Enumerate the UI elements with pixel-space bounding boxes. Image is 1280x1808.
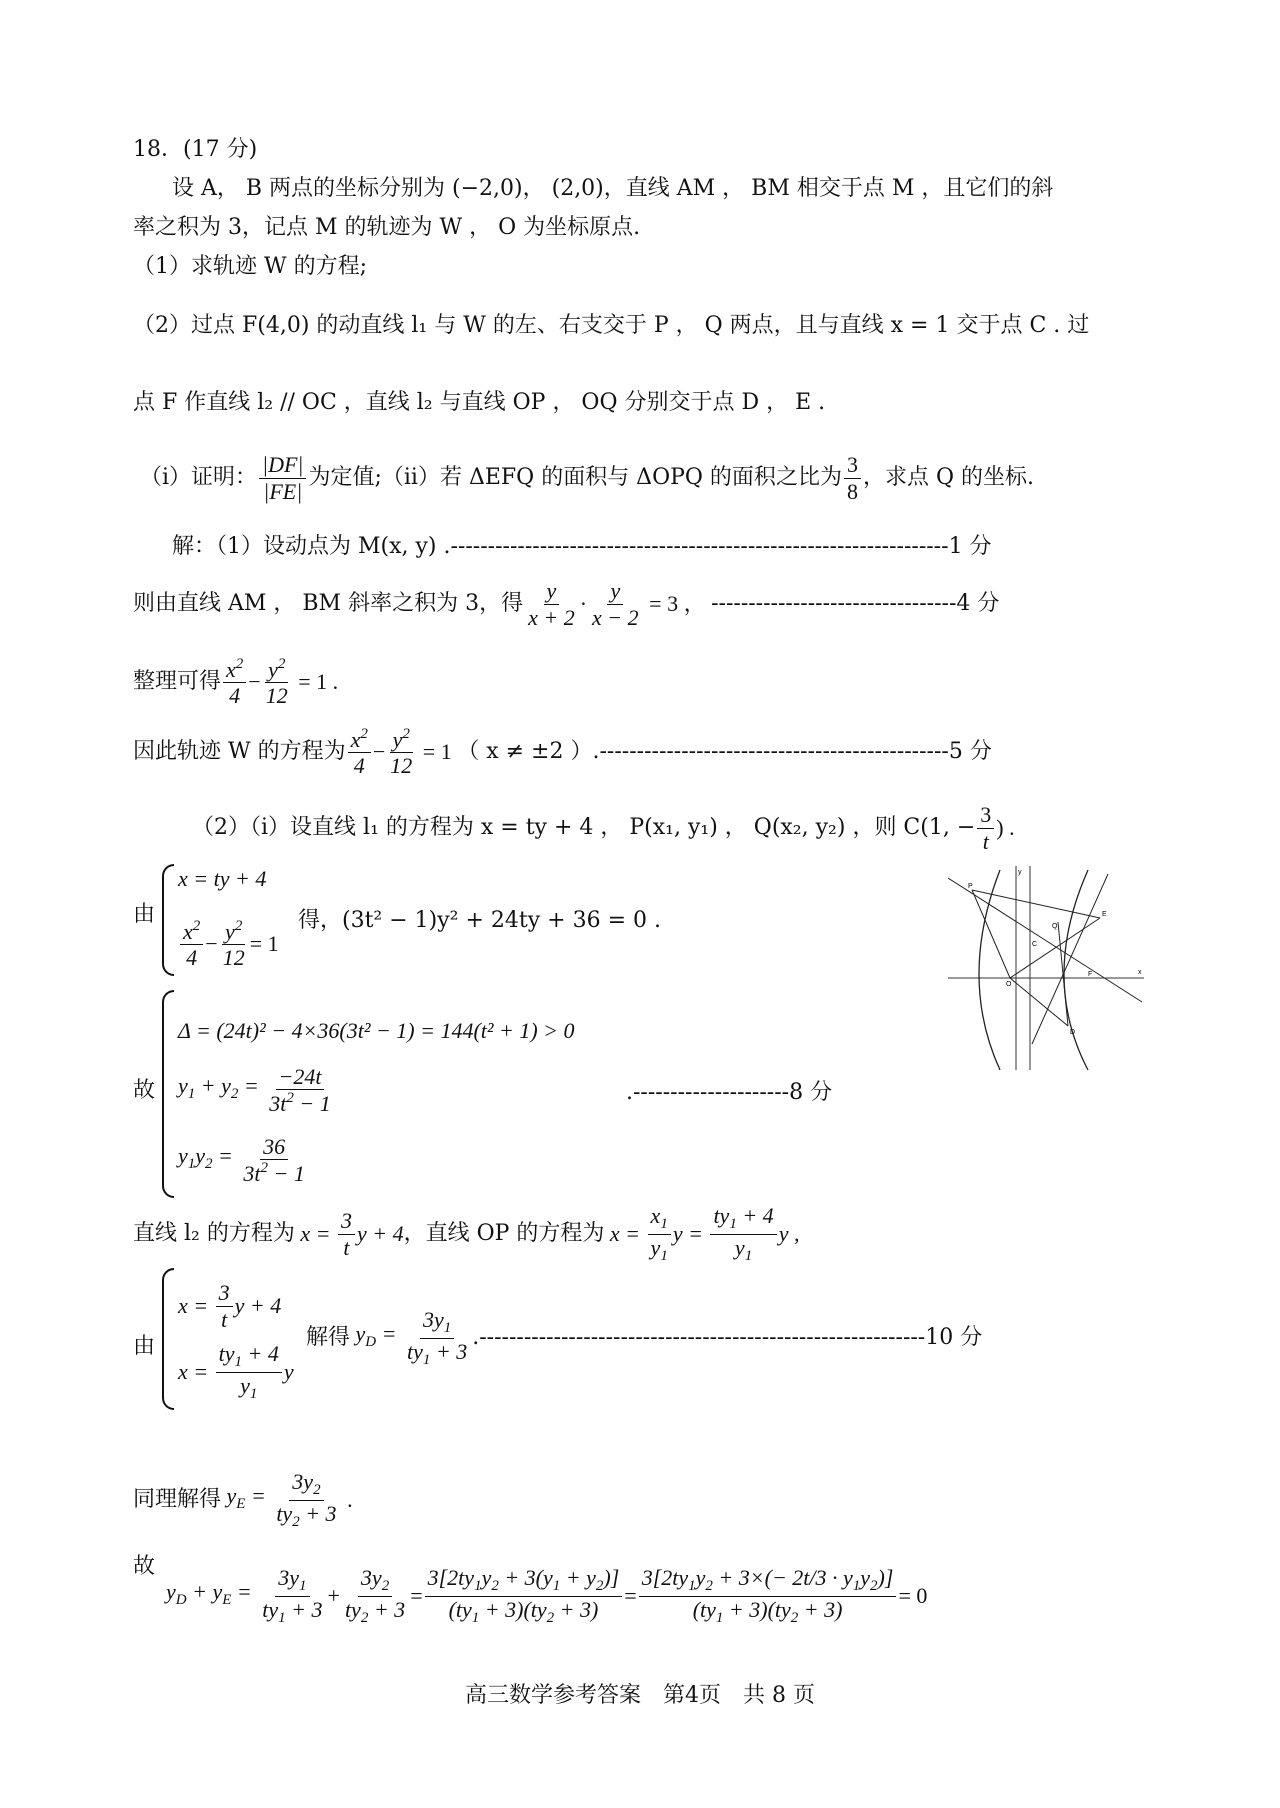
solution-step-3: 整理可得 $\frac{x^2}{4}$ − $\frac{y^2}{12}$ = 1 . — [133, 655, 339, 708]
problem-intro-line-2: 率之积为 3，记点 M 的轨迹为 W ， O 为坐标原点. — [133, 215, 641, 240]
solution-step-1: 解：（1）设动点为 M(x, y) .-------------------------------------------------------------------1 分 — [172, 534, 992, 559]
system-2-delta: Δ = (24t)² − 4×36(3t² − 1) = 144(t² + 1) > 0 — [178, 1018, 575, 1043]
sub-question-middle: 为定值;（ii）若 ΔEFQ 的面积与 ΔOPQ 的面积之比为 — [308, 465, 842, 490]
page-footer: 高三数学参考答案 第4页 共 8 页 — [465, 1683, 815, 1708]
solution-step-10: 同理解得 $y_E$ = $\frac{3y_2}{ty_2 + 3}$ . — [133, 1469, 353, 1530]
system-1-brace — [162, 864, 174, 976]
label-e: E — [1102, 911, 1107, 918]
problem-part-2-line-1: （2）过点 F(4,0) 的动直线 l₁ 与 W 的左、右支交于 P ， Q 两点，且与直线 x = 1 交于点 C . 过 — [133, 313, 1090, 338]
system-2-brace — [162, 990, 174, 1198]
line-od — [1010, 978, 1068, 1026]
system-1-eq-2: $\frac{x^2}{4}$ − $\frac{y^2}{12}$ = 1 — [178, 912, 279, 976]
system-2-sum: $y_1 + y_2$ = $\frac{-24t}{3t^2 - 1}$ — [178, 1063, 331, 1116]
solution-step-11: $y_D + y_E$ = $\frac{3y_1}{ty_1 + 3}$ + $\frac{3y_2}{ty_2 + 3}$ = $\frac{3[2ty_1y_2 + 3(y_1 + y_2)]}{(ty_1 + 3)(ty_2 + 3)}$ = $\frac{3[2ty_1y_2 + 3\times(- 2t/3 \cdot y_1y_2)]}{(ty_1 + 3)(ty_2 + 3)}$ = 0 — [166, 1565, 928, 1626]
step-5-text: （2）（i）设直线 l₁ 的方程为 x = ty + 4 ， P(x₁, y₁) ， Q(x₂, y₂) ，则 C(1, − — [192, 815, 976, 840]
label-x: x — [1138, 969, 1142, 976]
problem-part-2-line-2: 点 F 作直线 l₂ // OC ，直线 l₂ 与直线 OP ， OQ 分别交于点 D ， E . — [133, 390, 826, 415]
line-pe — [972, 890, 1100, 918]
slope-am: $\frac{y}{x + 2}$ — [528, 578, 575, 630]
solution-step-4: 因此轨迹 W 的方程为 $\frac{x^2}{4}$ − $\frac{y^2}{12}$ = 1 （ x ≠ ±2 ）. ----------------------------------------------- 5 分 — [133, 725, 992, 778]
label-y: y — [1018, 869, 1022, 876]
step-7-score: 8 分 — [789, 1080, 833, 1105]
label-o: O — [1006, 981, 1012, 988]
label-d: D — [1070, 1029, 1076, 1036]
problem-part-1: （1）求轨迹 W 的方程; — [133, 254, 368, 279]
system-3-eq-1: x = $\frac{3}{t}$ y + 4 — [178, 1280, 282, 1332]
system-3-brace — [162, 1268, 174, 1410]
step-2-text: 则由直线 AM ， BM 斜率之积为 3，得 — [133, 591, 524, 616]
system-2-product: $y_1y_2$ = $\frac{36}{3t^2 - 1}$ — [178, 1133, 305, 1186]
system-1-eq-1: x = ty + 4 — [178, 866, 267, 891]
problem-intro-line-1: 设 A， B 两点的坐标分别为 (−2,0)， (2,0)，直线 AM ， BM 相交于点 M ，且它们的斜 — [172, 176, 1054, 201]
step-9-score: 10 分 — [925, 1325, 983, 1350]
line-l1 — [948, 878, 1142, 1002]
line-op — [972, 890, 1010, 978]
area-ratio-numerator: 3 — [844, 452, 861, 478]
step-4-score: 5 分 — [948, 739, 992, 764]
line-l2 — [1032, 874, 1108, 1044]
system-2-prefix: 故 — [133, 1078, 156, 1103]
step-10-text: 同理解得 — [133, 1487, 222, 1512]
step-1-score: 1 分 — [948, 534, 992, 559]
system-2-score-line: .---------------------8 分 — [626, 1080, 833, 1105]
ratio-numerator: |DF| — [259, 452, 306, 478]
step-8-middle: ，直线 OP 的方程为 — [403, 1221, 605, 1246]
step-3-text: 整理可得 — [133, 669, 222, 694]
step-4-text: 因此轨迹 W 的方程为 — [133, 739, 346, 764]
hyperbola-figure — [948, 866, 1148, 1072]
solution-step-5: （2）（i）设直线 l₁ 的方程为 x = ty + 4 ， P(x₁, y₁) ， Q(x₂, y₂) ，则 C(1, − $\frac{3}{t}$ ) . — [192, 802, 1015, 854]
step-1-text: 解：（1）设动点为 M(x, y) . — [172, 534, 451, 559]
label-p: P — [968, 883, 973, 890]
label-q: Q — [1052, 923, 1058, 930]
system-1-result: 得，(3t² − 1)y² + 24ty + 36 = 0 . — [298, 908, 661, 933]
area-ratio-fraction — [844, 452, 861, 504]
system-3-prefix: 由 — [133, 1334, 156, 1359]
step-9-text: 解得 — [306, 1325, 351, 1350]
step-4-condition: （ x ≠ ±2 ）. — [457, 739, 600, 764]
problem-sub-questions — [140, 446, 1034, 510]
solution-step-2: 则由直线 AM ， BM 斜率之积为 3，得 $\frac{y}{x + 2}$ · $\frac{y}{x - 2}$ = 3 ， --------------------------------- 4 分 — [133, 578, 1000, 630]
system-3-eq-2: x = $\frac{ty_1 + 4}{y_1}$ y — [178, 1341, 294, 1402]
sub-question-i-prefix: （i）证明： — [140, 465, 258, 490]
solution-step-8: 直线 l₂ 的方程为 x = $\frac{3}{t}$ y + 4 ，直线 OP 的方程为 x = $\frac{x_1}{y_1}$ y = $\frac{ty_1 + 4}{y_1}$ y , — [133, 1203, 800, 1264]
ratio-df-fe — [259, 452, 306, 504]
right-branch — [1064, 870, 1088, 1070]
step-2-score: 4 分 — [956, 591, 1000, 616]
ratio-denominator: |FE| — [263, 478, 303, 504]
area-ratio-denominator: 8 — [846, 478, 858, 504]
sub-question-tail: ，求点 Q 的坐标. — [862, 465, 1034, 490]
label-f: F — [1088, 971, 1093, 978]
step-8-text: 直线 l₂ 的方程为 — [133, 1221, 295, 1246]
system-3-result: 解得 $y_D$ = $\frac{3y_1}{ty_1 + 3}$ .------------------------------------------------------------ 10 分 — [306, 1307, 983, 1368]
slope-bm: $\frac{y}{x - 2}$ — [592, 578, 639, 630]
step-11-prefix: 故 — [133, 1554, 156, 1579]
problem-number: 18．(17 分) — [133, 137, 258, 162]
system-1-prefix: 由 — [133, 902, 156, 927]
label-c: C — [1032, 941, 1038, 948]
